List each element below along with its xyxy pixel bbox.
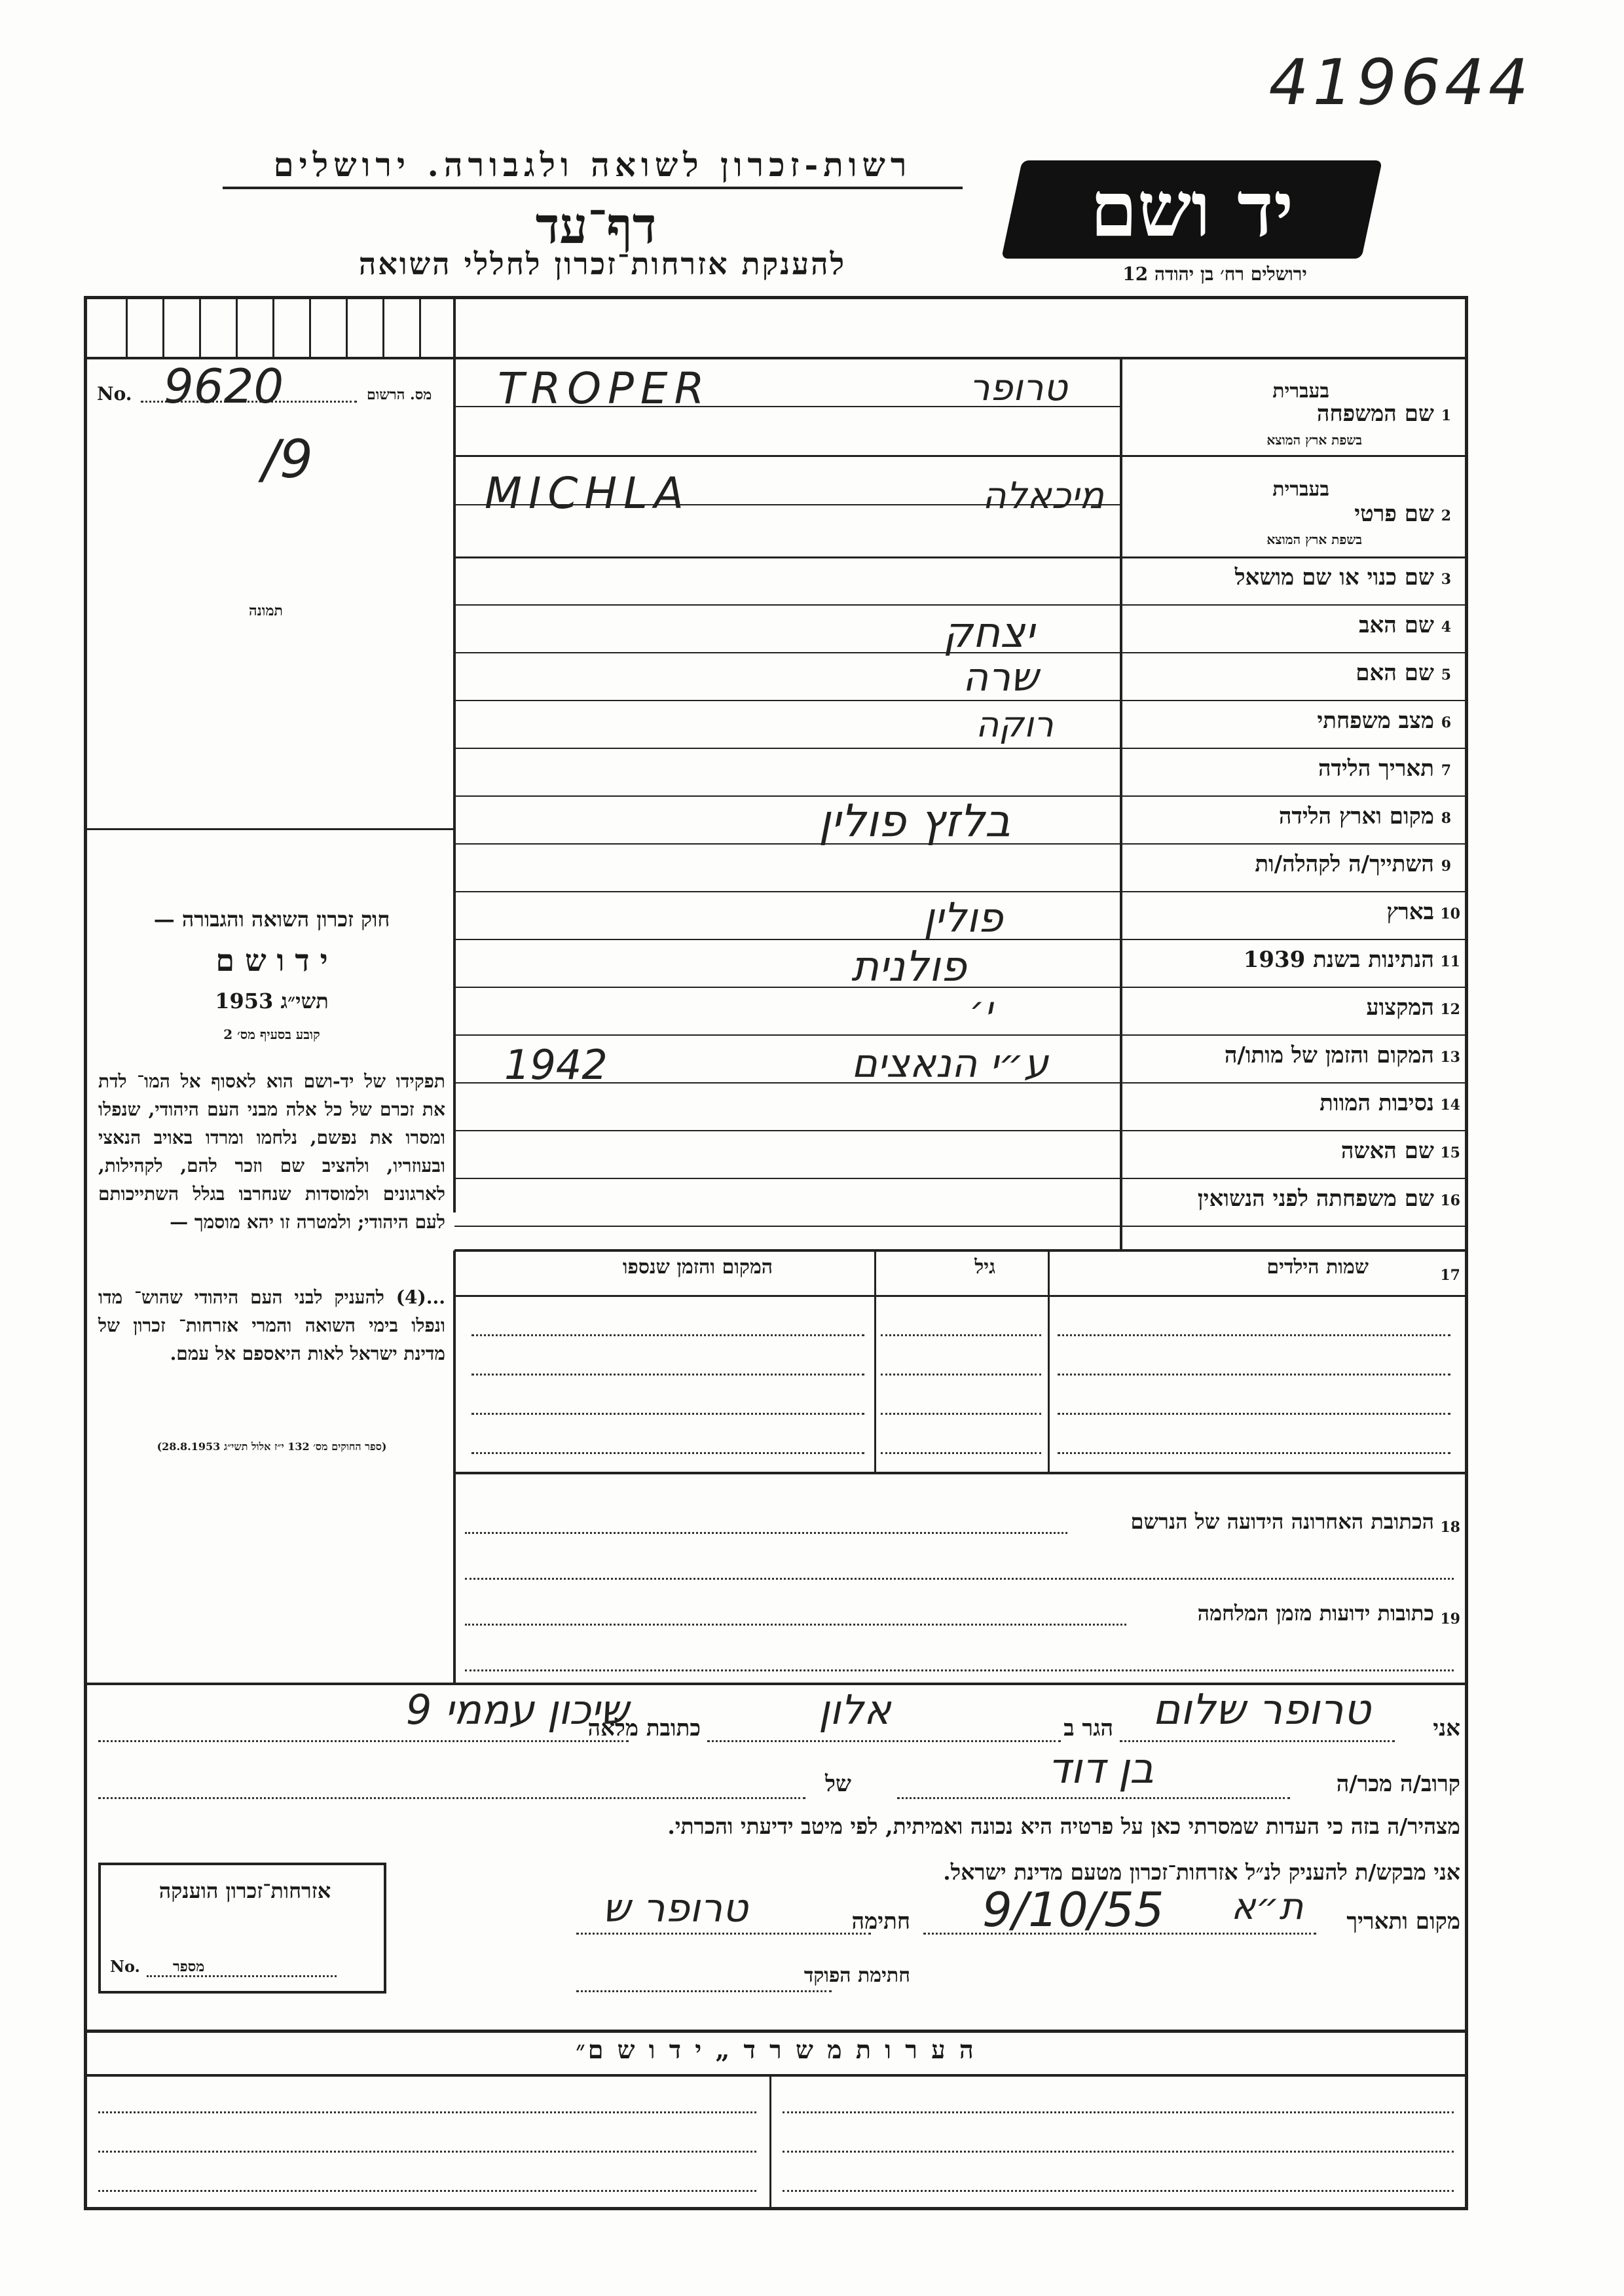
field-15-label: שם האשה <box>1340 1138 1434 1164</box>
decl-lives-label: הגר ב <box>1063 1715 1113 1741</box>
field-16-label: שם משפחתה לפני הנשואין <box>1197 1186 1434 1212</box>
field-2-value-hebrew: מיכאלה <box>982 475 1105 517</box>
decl-date-value: 9/10/55 <box>982 1882 1164 1937</box>
field-11-label: הנתינות בשנת 1939 <box>1243 947 1434 973</box>
registration-number: 9620 <box>164 359 284 414</box>
form-subtitle: להענקת אזרחות־זכרון לחללי השואה <box>358 246 847 282</box>
decl-name-value: טרופר שלום <box>1153 1686 1371 1734</box>
children-header-place: המקום והזמן שנספו <box>622 1256 773 1279</box>
logo-address: ירושלים רח׳ בן יהודה 12 <box>1122 263 1307 285</box>
field-1-hebrew-label: בעברית <box>1272 380 1329 403</box>
decl-place-date-label: מקום ותאריך <box>1346 1908 1460 1935</box>
law-year: תשי״ג 1953 <box>215 989 329 1013</box>
field-1-value-latin: TROPER <box>498 363 711 414</box>
field-6-label: מצב משפחתי <box>1317 708 1434 734</box>
form-title: דף־עד <box>535 196 657 255</box>
registration-no-label: No. <box>97 383 132 405</box>
field-5-label: שם האם <box>1356 660 1434 686</box>
decl-signature-label: חתימה <box>851 1908 910 1935</box>
children-table-num: 17 <box>1440 1267 1460 1284</box>
field-3-label: שם כנוי או שם מושאל <box>1234 564 1434 591</box>
children-header-names: שמות הילדים <box>1266 1256 1369 1279</box>
law-name: י ד ו ש ם <box>215 943 328 978</box>
field-11-value: פולנית <box>851 943 967 991</box>
decl-city-value: אלון <box>819 1686 891 1734</box>
field-8-value: בלזץ פולין <box>819 795 1011 847</box>
field-6-value: רוקה <box>976 704 1054 745</box>
archive-number: 419644 <box>1268 46 1532 119</box>
decl-address-value: שיכון עממי 9 <box>405 1686 629 1734</box>
decl-relation-value: בן דוד <box>1048 1745 1154 1793</box>
logo-text: יד ושם <box>1090 165 1294 254</box>
decl-address-label: כתובת מלאה <box>587 1715 701 1741</box>
law-body-2: ...(4) להעניק לבני העם היהודי שהוש־ מדו ונפלו בימי השואה והמרי אזרחות־ זכרון של מדינת ישראל לאות היאספם אל עמם. <box>98 1286 445 1364</box>
law-clause: קובע בסעיף מס׳ 2 <box>223 1027 320 1042</box>
decl-relative-label: קרוב/ה מכר/ה <box>1336 1771 1460 1797</box>
field-19-label: כתובות ידועות מזמן המלחמה <box>1197 1601 1434 1626</box>
field-14-label: נסיבות המוות <box>1320 1090 1434 1116</box>
citizenship-title: אזרחות־זכרון הוענקה <box>158 1878 331 1903</box>
field-13-label: המקום והזמן של מותו/ה <box>1224 1042 1434 1068</box>
field-4-value: יצחק <box>943 609 1035 657</box>
field-12-value: י׳ <box>969 989 993 1031</box>
registration-sub-number: /9 <box>262 429 313 490</box>
decl-officer-label: חתימת הפוקד <box>803 1964 910 1987</box>
remarks-title: ה ע ר ו ת מ ש ר ד „ י ד ו ש ם״ <box>576 2035 976 2064</box>
field-1-label: שם המשפחה <box>1316 401 1434 427</box>
children-header-age: גיל <box>974 1256 995 1279</box>
law-body-1: תפקידו של יד-ושם הוא לאסוף אל המו־ לדת את זכרם של כל אלה מבני העם היהודי, שנפלו ומסרו את נפשם, נלחמו ומרדו באויב הנאצי ובעוזריו, ולהציב שם וזכר להם, לקהילות, לארגונים ולמוסדות שנחרבו בגלל השתייכותם לעם היהודי; ולמטרה זו יהא מוסמך — <box>98 1070 445 1233</box>
decl-of-label: של <box>825 1771 851 1797</box>
field-8-label: מקום וארץ הלידה <box>1278 803 1434 829</box>
field-2-hebrew-label: בעברית <box>1272 478 1329 501</box>
decl-signature-value: טרופר ש <box>602 1886 748 1931</box>
decl-statement-2: אני מבקש/ת להעניק לנ״ל אזרחות־זכרון מטעם מדינת ישראל. <box>943 1859 1460 1885</box>
authority-line: רשות-זכרון לשואה ולגבורה. ירושלים <box>223 145 963 189</box>
registration-label: מס. הרשום <box>367 386 432 403</box>
field-2-value-latin: MICHLA <box>485 468 691 519</box>
field-4-label: שם האב <box>1359 612 1434 638</box>
yad-vashem-logo <box>1001 160 1382 259</box>
decl-place-value: ת״א <box>1231 1886 1304 1928</box>
photo-label: תמונה <box>249 602 283 619</box>
field-18-label: הכתובת האחרונה הידועה של הנרשם <box>1130 1509 1434 1534</box>
field-12-label: המקצוע <box>1366 994 1434 1021</box>
field-9-label: השתייך/ה לקהלה/ות <box>1255 851 1434 877</box>
citizenship-no-label: No. <box>110 1957 140 1976</box>
field-1-origin-label: בשפת ארץ המוצא <box>1266 432 1362 448</box>
field-1-value-hebrew: טרופר <box>969 367 1067 409</box>
field-5-value: שרה <box>963 655 1039 701</box>
citizenship-box <box>98 1863 386 1994</box>
field-10-value: פולין <box>923 894 1003 941</box>
field-2-origin-label: בשפת ארץ המוצא <box>1266 532 1362 547</box>
field-13-year: 1942 <box>504 1041 608 1089</box>
decl-statement-1: מצהיר/ה בזה כי העדות שמסרתי כאן על פרטיה היא נכונה ואמיתית, לפי מיטב ידיעתי והכרתי. <box>667 1813 1460 1839</box>
field-13-value: ע״י הנאצים <box>851 1041 1048 1087</box>
field-2-label: שם פרטי <box>1354 501 1434 527</box>
field-7-label: תאריך הלידה <box>1318 756 1434 782</box>
law-title: חוק זכרון השואה והגבורה — <box>153 907 390 932</box>
decl-i-label: אני <box>1433 1715 1460 1741</box>
citizenship-number-label: מספר <box>173 1958 205 1975</box>
law-source: (ספר החוקים מס׳ 132 י״ז אלול תשי״ג 28.8.1953) <box>157 1440 387 1453</box>
field-10-label: בארץ <box>1386 899 1434 925</box>
